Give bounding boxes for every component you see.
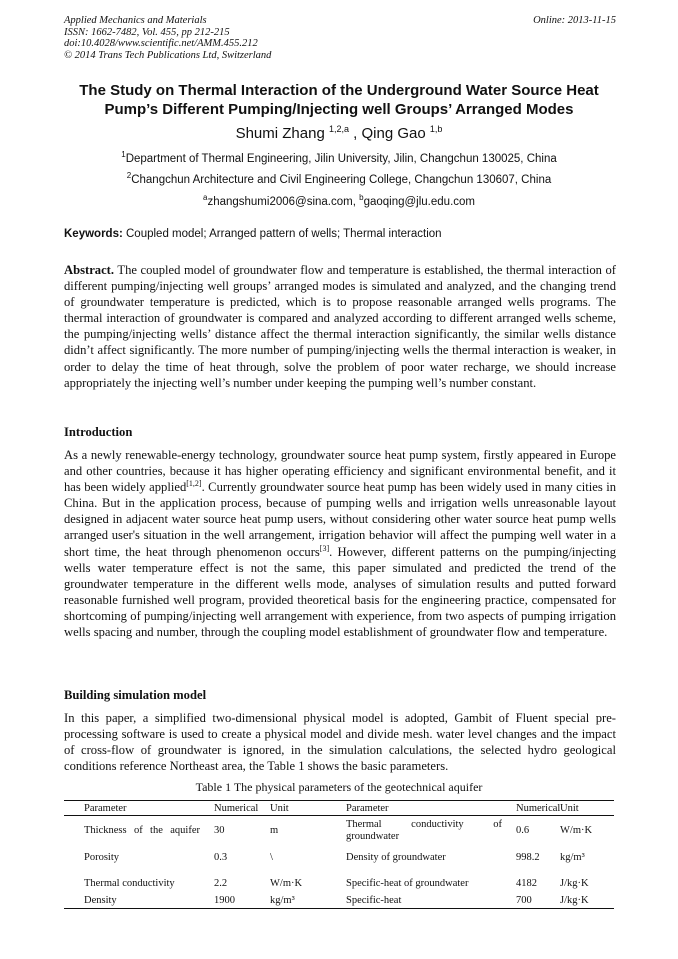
keywords-text: Coupled model; Arranged pattern of wells; Thermal interaction — [126, 228, 442, 240]
author-1-name: Shumi Zhang — [235, 125, 325, 142]
table-cell: 700 — [502, 894, 560, 909]
intro-text-c: . However, different patterns on the pumping/injecting wells water temperature effect is not the same, this paper simulated and predicted the trend of the groundwater temperature in the different wells mode, analyses of simulation results and putted forward reasonable furnished well program, provided theoretical basis for the engineering practice, compensated for shortcoming of pumping/injecting well arrangement with experience, from two aspects of pumping irrigation wells spacing and number, through the coupling model establishment of groundwater flow and temperature. — [64, 544, 616, 640]
title-line-2: Pump’s Different Pumping/Injecting well Groups’ Arranged Modes — [104, 101, 574, 118]
author-separator: , — [353, 125, 358, 142]
email-b[interactable]: gaoqing@jlu.edu.com — [363, 195, 475, 208]
table-row — [64, 894, 614, 909]
intro-text-a: As a newly renewable-energy technology, groundwater source heat pump system, firstly appeared in Europe and other countries, because it has higher operating efficiency and significant environmental benefit, and it has been widely applied — [64, 448, 616, 495]
journal-name: Applied Mechanics and Materials — [64, 15, 207, 26]
author-1-superscript: 1,2,a — [328, 124, 349, 134]
doi-line: doi:10.4028/www.scientific.net/AMM.455.212 — [64, 38, 258, 50]
model-paragraph: In this paper, a simplified two-dimensional physical model is adopted, Gambit of Fluent special pre-processing software is used to create a physical model and divide mesh. water level changes and the impact of cross-flow of groundwater is ignored, in the simulation calculations, the selected hydro geological conditions reference Northeast area, the Table 1 shows the basic parameters. — [64, 711, 616, 774]
intro-ref-3[interactable]: [3] — [319, 543, 330, 553]
copyright-line: © 2014 Trans Tech Publications Ltd, Switzerland — [64, 49, 272, 61]
affiliation-1-text: Department of Thermal Engineering, Jilin University, Jilin, Changchun 130025, China — [125, 152, 557, 165]
affiliation-1 — [0, 150, 678, 165]
table-cell: J/kg·K — [560, 894, 614, 909]
email-a-mark: a — [202, 193, 208, 202]
table-cell: Porosity — [84, 852, 120, 863]
author-2-name: Qing Gao — [361, 125, 426, 142]
table-cell: m — [270, 825, 279, 836]
table-cell: Density — [64, 894, 200, 909]
header-parameter-2: Parameter — [332, 801, 502, 816]
table-caption: Table 1 The physical parameters of the geotechnical aquifer — [195, 780, 483, 794]
table-cell: kg/m³ — [270, 894, 332, 909]
affiliation-2-number: 2 — [126, 171, 132, 180]
journal-header — [64, 15, 616, 61]
introduction-paragraph — [64, 447, 616, 640]
affiliation-2-text: Changchun Architecture and Civil Engineering College, Changchun 130607, China — [131, 173, 552, 186]
affiliation-1-number: 1 — [121, 150, 126, 159]
table-cell: 0.6 — [516, 825, 530, 836]
table-cell: \ — [270, 852, 273, 863]
header-numerical: Numerical — [200, 801, 270, 816]
header-numerical-2: Numerical — [502, 801, 560, 816]
intro-ref-1-2[interactable]: [1,2] — [186, 479, 202, 488]
table-cell: J/kg·K — [560, 878, 589, 889]
table-cell: Thermal conductivity of groundwater — [346, 819, 502, 842]
table-cell: 1900 — [200, 894, 270, 909]
title-line-1: The Study on Thermal Interaction of the Underground Water Source Heat — [79, 82, 599, 99]
table-cell: Density of groundwater — [346, 852, 446, 863]
table-row — [64, 846, 614, 870]
abstract-text: The coupled model of groundwater flow and temperature is established, the thermal interaction of different pumping/injecting well groups’ arranged modes is simulated and analyzed, and the changing trend of groundwater temperature is predicted, which is to propose reasonable arranged wells programs. The thermal interaction of groundwater is compared and analyzed according to different arranged wells scheme, the pumping/injecting wells’ distance affect the thermal interaction significantly, the similar wells distance didn’t affect significantly. The more number of pumping/injecting wells the thermal interaction is weaker, in order to delay the time of heat through, solve the problem of poor water recharge, we should increase appropriately the injecting well’s number under keeping the pumping well’s number constant. — [64, 263, 617, 390]
email-b-mark: b — [359, 193, 364, 202]
table-cell: Thickness of the aquifer — [84, 825, 200, 836]
table-cell: Thermal conductivity — [84, 878, 175, 889]
table-cell: Specific-heat — [332, 894, 502, 909]
table-cell: Specific-heat of groundwater — [346, 878, 469, 889]
author-list — [0, 124, 678, 142]
intro-text-b: . Currently groundwater source heat pump has been widely used in many cities in China. But in the application process, because of pumping wells and irrigation wells unreasonable layout designed in adjacent water source heat pump users, without considering other water source heat pump wells arranged user's situation in the well arrangement, irrigation behavior will affect the pumping well water in a short time, the heat through phenomenon occurs — [64, 480, 617, 559]
header-unit: Unit — [270, 801, 332, 816]
table-cell: W/m·K — [270, 878, 303, 889]
table-cell: kg/m³ — [560, 852, 585, 863]
issn-line: ISSN: 1662-7482, Vol. 455, pp 212-215 — [64, 26, 230, 38]
introduction-heading: Introduction — [64, 425, 133, 439]
table-cell: 4182 — [516, 878, 537, 889]
header-parameter: Parameter — [64, 801, 200, 816]
author-emails — [0, 193, 678, 208]
online-date: Online: 2013-11-15 — [533, 15, 616, 26]
affiliation-2 — [0, 171, 678, 186]
header-unit-2: Unit — [560, 801, 614, 816]
table-cell: 998.2 — [516, 852, 540, 863]
paper-title — [50, 81, 628, 119]
table-row — [64, 870, 614, 894]
email-a[interactable]: zhangshumi2006@sina.com, — [207, 195, 356, 208]
abstract-label: Abstract. — [64, 263, 115, 277]
keywords-line — [64, 228, 616, 240]
table-row — [64, 816, 614, 847]
keywords-label: Keywords: — [64, 228, 123, 240]
table-cell: 0.3 — [214, 852, 228, 863]
parameters-table — [64, 800, 614, 909]
table-header-row — [64, 801, 614, 816]
table-cell: 30 — [214, 825, 225, 836]
table-cell: 2.2 — [214, 878, 228, 889]
author-2-superscript: 1,b — [429, 124, 443, 134]
abstract-paragraph — [64, 262, 616, 391]
model-heading: Building simulation model — [64, 688, 207, 702]
table-cell: W/m·K — [560, 825, 593, 836]
